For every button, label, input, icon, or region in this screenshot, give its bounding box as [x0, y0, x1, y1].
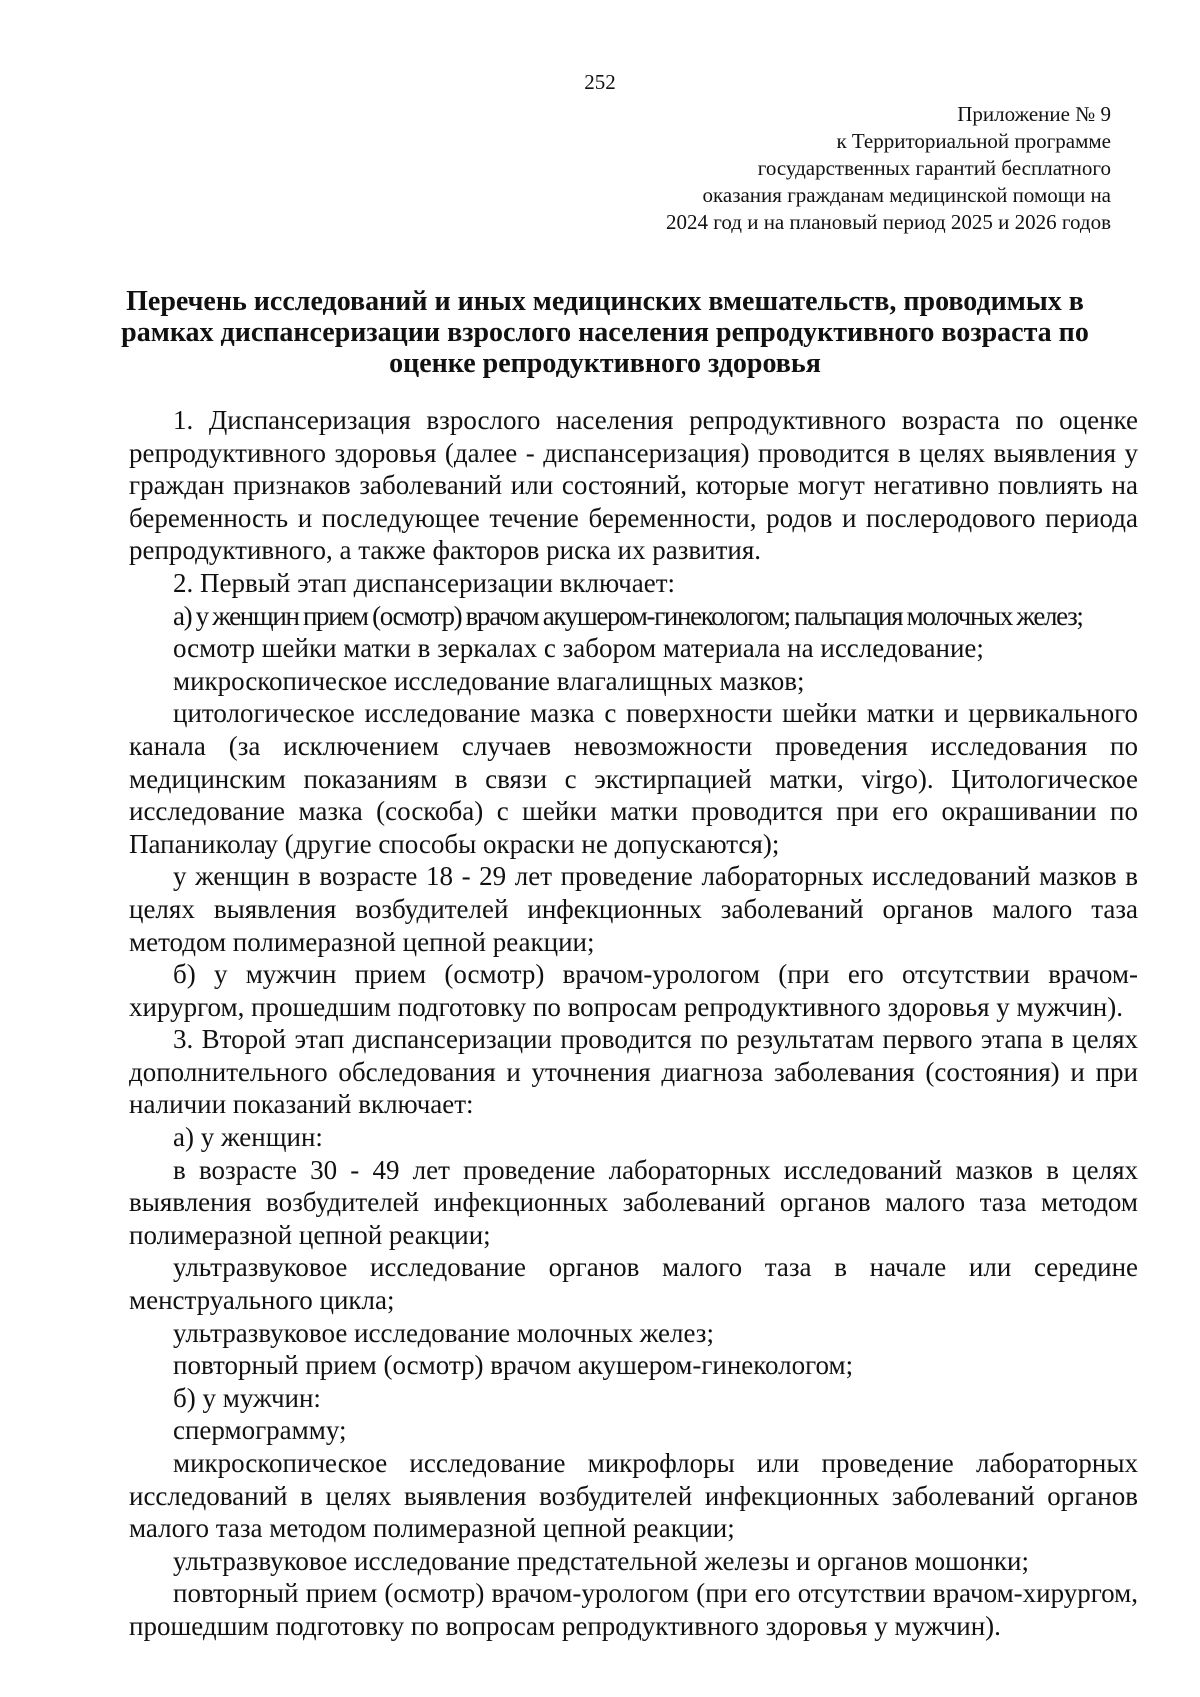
paragraph: 1. Диспансеризация взрослого населения репродуктивного возраста по оценке репродуктивного здоровья (далее - диспансеризация) проводится в целях выявления у граждан признаков заболеваний или состояний, которые могут негативно повлиять на беременность и последующее течение беременности, родов и послеродового периода репродуктивного, а также факторов риска их развития.: [129, 405, 1138, 566]
paragraph: 2. Первый этап диспансеризации включает:: [173, 567, 675, 598]
title-line: Перечень исследований и иных медицинских вмешательств, проводимых в: [126, 286, 1084, 317]
paragraph: 3. Второй этап диспансеризации проводится по результатам первого этапа в целях дополнительного обследования и уточнения диагноза заболевания (состояния) и при наличии показаний включает:: [129, 1024, 1138, 1120]
paragraph: а) у женщин:: [173, 1122, 323, 1153]
paragraph: б) у мужчин прием (осмотр) врачом-урологом (при его отсутствии врачом-хирургом, прошедшим подготовку по вопросам репродуктивного здоровья у мужчин).: [129, 959, 1138, 1022]
document-title: [110, 286, 1100, 379]
paragraph: ультразвуковое исследование молочных желез;: [173, 1317, 714, 1348]
paragraph: микроскопическое исследование влагалищных мазков;: [173, 665, 805, 696]
paragraph: б) у мужчин:: [173, 1382, 321, 1413]
paragraph: цитологическое исследование мазка с поверхности шейки матки и цервикального канала (за исключением случаев невозможности проведения исследования по медицинским показаниям в связи с экстирпацией матки, virgo). Цитологическое исследование мазка (соскоба) с шейки матки проводится при его окрашивании по Папаниколау (другие способы окраски не допускаются);: [129, 698, 1138, 859]
paragraph: ультразвуковое исследование органов малого таза в начале или середине менструального цикла;: [129, 1252, 1138, 1316]
paragraph: осмотр шейки матки в зеркалах с забором материала на исследование;: [173, 633, 984, 664]
paragraph: микроскопическое исследование микрофлоры или проведение лабораторных исследований в целях выявления возбудителей инфекционных заболеваний органов малого таза методом полимеразной цепной реакции;: [129, 1448, 1138, 1544]
appendix-line: 2024 год и на плановый период 2025 и 2026 годов: [666, 210, 1111, 234]
title-line: рамках диспансеризации взрослого населения репродуктивного возраста по: [121, 317, 1089, 348]
appendix-line: государственных гарантий бесплатного: [757, 156, 1111, 180]
appendix-header: [666, 101, 1111, 236]
paragraph: в возрасте 30 - 49 лет проведение лабораторных исследований мазков в целях выявления возбудителей инфекционных заболеваний органов малого таза методом полимеразной цепной реакции;: [129, 1154, 1138, 1250]
document-body: [129, 404, 1138, 1643]
title-line: оценке репродуктивного здоровья: [389, 348, 821, 379]
paragraph: повторный прием (осмотр) врачом акушером-гинекологом;: [173, 1350, 854, 1381]
paragraph: повторный прием (осмотр) врачом-урологом (при его отсутствии врачом-хирургом, прошедшим подготовку по вопросам репродуктивного здоровья у мужчин).: [129, 1578, 1138, 1641]
paragraph: а) у женщин прием (осмотр) врачом акушером-гинекологом; пальпация молочных желез;: [173, 600, 1083, 631]
appendix-line: к Территориальной программе: [836, 129, 1111, 153]
page-number: 252: [584, 70, 616, 94]
appendix-line: оказания гражданам медицинской помощи на: [702, 183, 1111, 207]
paragraph: ультразвуковое исследование предстательной железы и органов мошонки;: [173, 1545, 1029, 1576]
paragraph: у женщин в возрасте 18 - 29 лет проведение лабораторных исследований мазков в целях выявления возбудителей инфекционных заболеваний органов малого таза методом полимеразной цепной реакции;: [129, 861, 1138, 957]
paragraph: спермограмму;: [173, 1415, 347, 1446]
appendix-line: Приложение № 9: [957, 102, 1111, 126]
